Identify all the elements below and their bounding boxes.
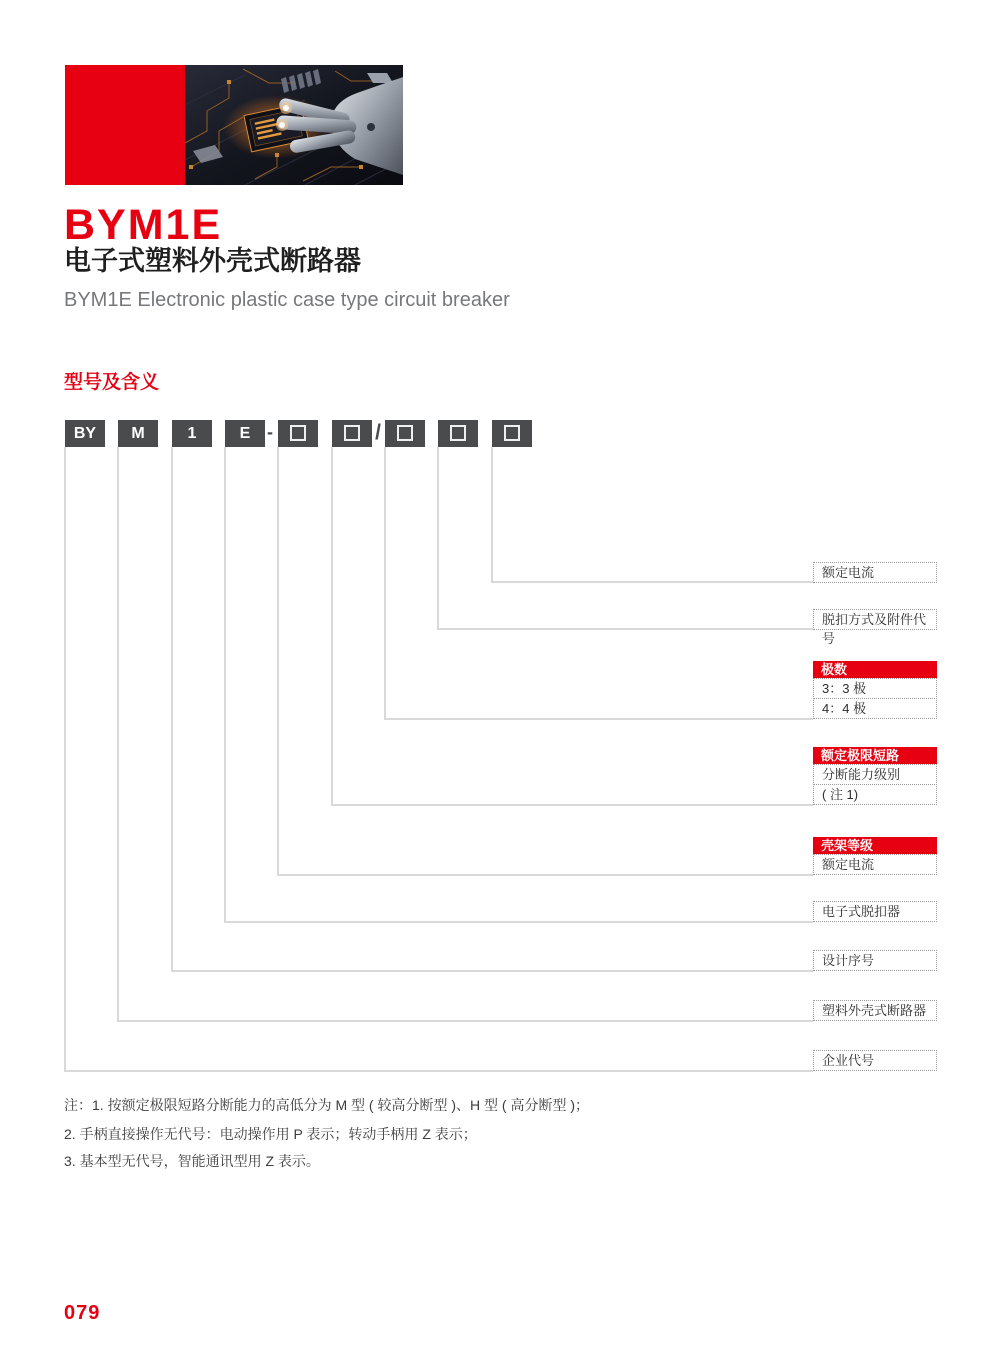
meaning-label-molded-case-breaker: 塑料外壳式断路器 (813, 1000, 937, 1021)
meaning-label-header: 额定极限短路 (813, 747, 937, 765)
connector-line (224, 921, 813, 923)
meaning-label-frame-current (813, 837, 937, 875)
meaning-label-row: 额定电流 (813, 854, 937, 875)
banner-red-square (65, 65, 185, 185)
page-title-en: BYM1E Electronic plastic case type circuit breaker (64, 289, 510, 311)
slash-separator: / (375, 421, 381, 444)
placeholder-square-icon (397, 425, 413, 441)
note-line-1: 注：1. 按额定极限短路分断能力的高低分为 M 型 ( 较高分断型 )、H 型 ( 高分断型 )； (64, 1097, 589, 1113)
connector-line (117, 1020, 813, 1022)
meaning-label-rated-current: 额定电流 (813, 562, 937, 583)
page-title-zh: 电子式塑料外壳式断路器 (64, 246, 361, 276)
meaning-label-enterprise-code: 企业代号 (813, 1050, 937, 1071)
meaning-label-header: 壳架等级 (813, 837, 937, 855)
placeholder-square-icon (450, 425, 466, 441)
connector-line (384, 718, 813, 720)
meaning-label-header: 极数 (813, 661, 937, 679)
connector-line (437, 447, 439, 630)
meaning-label-breaking-capacity (813, 747, 937, 805)
note-line-2: 2. 手柄直接操作无代号：电动操作用 P 表示；转动手柄用 Z 表示； (64, 1126, 477, 1142)
meaning-label-row: 分断能力级别 (813, 764, 937, 785)
connector-line (491, 447, 493, 583)
meaning-label-electronic-trip-unit: 电子式脱扣器 (813, 901, 937, 922)
meaning-label-poles (813, 661, 937, 719)
section-heading-model-meaning: 型号及含义 (64, 372, 160, 393)
model-placeholder-box-5 (492, 420, 532, 447)
connector-line (117, 447, 119, 1022)
model-placeholder-box-1 (278, 420, 318, 447)
model-placeholder-box-4 (438, 420, 478, 447)
connector-line (384, 447, 386, 720)
connector-line (171, 447, 173, 972)
model-segment-e: E (225, 420, 265, 447)
model-placeholder-box-2 (332, 420, 372, 447)
placeholder-square-icon (504, 425, 520, 441)
connector-line (437, 628, 813, 630)
page-number: 079 (64, 1302, 101, 1324)
meaning-label-design-serial: 设计序号 (813, 950, 937, 971)
connector-line (277, 874, 813, 876)
meaning-label-trip-mode-accessory-code: 脱扣方式及附件代号 (813, 609, 937, 630)
dash-separator: - (267, 422, 273, 442)
connector-line (224, 447, 226, 923)
model-placeholder-box-3 (385, 420, 425, 447)
connector-line (491, 581, 813, 583)
connector-line (331, 447, 333, 806)
model-segment-m: M (118, 420, 158, 447)
connector-line (277, 447, 279, 876)
connector-line (64, 1070, 813, 1072)
placeholder-square-icon (344, 425, 360, 441)
placeholder-square-icon (290, 425, 306, 441)
meaning-label-row: 3：3 极 (813, 678, 937, 699)
banner-photo-robot-hand-circuit (185, 65, 403, 185)
meaning-label-row: 4：4 极 (813, 698, 937, 719)
circuit-board-robot-hand-illustration (185, 65, 403, 185)
meaning-label-row: ( 注 1) (813, 784, 937, 805)
connector-line (64, 447, 66, 1072)
note-line-3: 3. 基本型无代号，智能通讯型用 Z 表示。 (64, 1153, 320, 1169)
connector-line (331, 804, 813, 806)
model-segment-by: BY (65, 420, 105, 447)
model-segment-1: 1 (172, 420, 212, 447)
page-title-model: BYM1E (64, 201, 223, 249)
connector-line (171, 970, 813, 972)
